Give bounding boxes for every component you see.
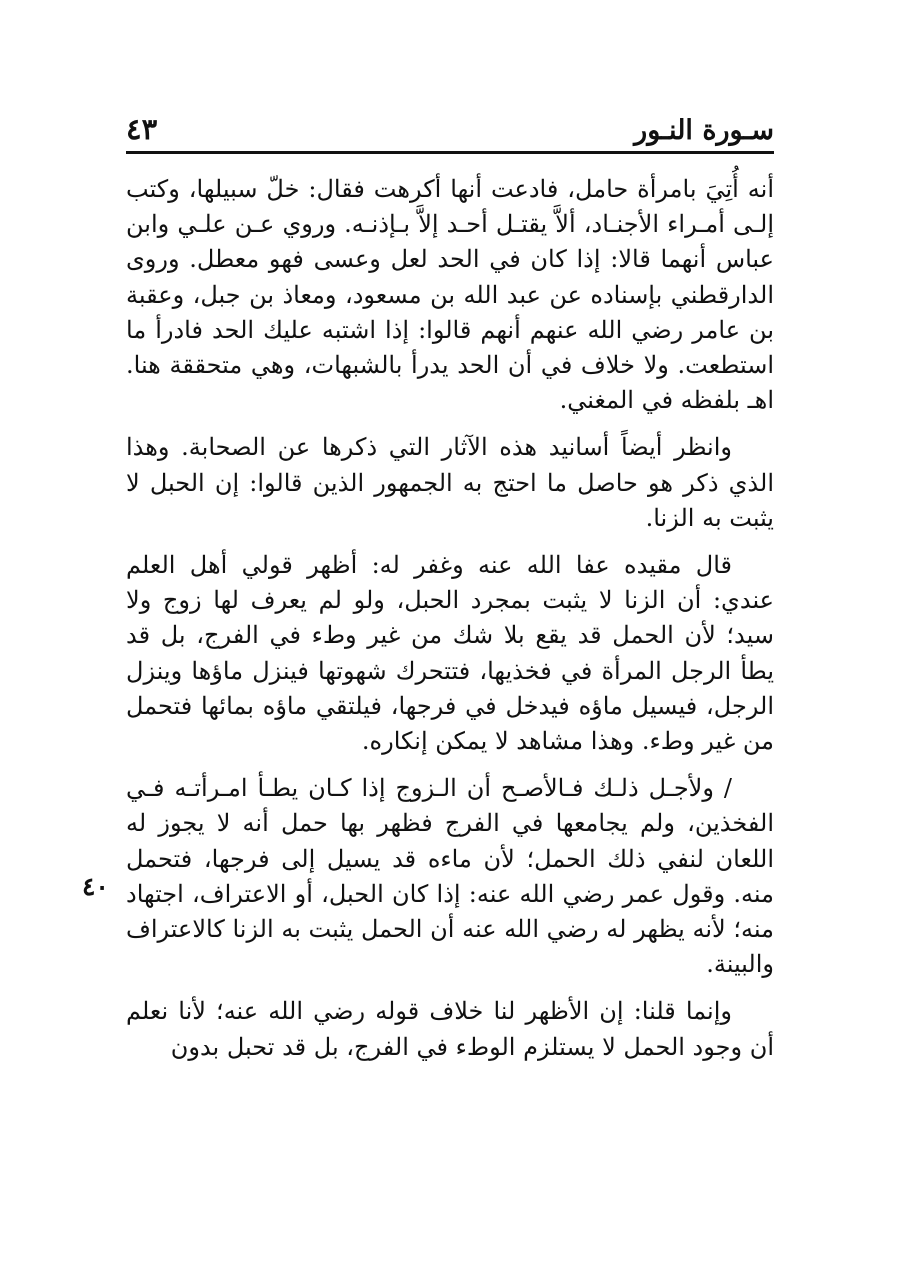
paragraph-2: وانظر أيضاً أسانيد هذه الآثار التي ذكرها عن الصحابة. وهذا الذي ذكر هو حاصل ما احتج به الجمهور الذين قالوا: إن الحبل لا يثبت به الزنا. xyxy=(126,433,774,532)
running-header xyxy=(126,112,774,152)
surah-title: سـورة النـور xyxy=(634,115,774,146)
paragraph-1: أنه أُتِيَ بامرأة حامل، فادعت أنها أكرهت فقال: خلّ سبيلها، وكتب إلـى أمـراء الأجنـاد، ألاَّ يقتـل أحـد إلاَّ بـإذنـه. وروي عـن علـي وابن عباس أنهما قالا: إذا كان في الحد لعل وعسى فهو معطل. وروى الدارقطني بإسناده عن عبد الله بن مسعود، ومعاذ بن جبل، وعقبة بن عامر رضي الله عنهم أنهم قالوا: إذا اشتبه عليك الحد فادرأ ما استطعت. ولا خلاف في أن الحد يدرأ بالشبهات، وهي متحققة هنا. اهـ بلفظه في المغني. xyxy=(126,175,775,415)
paragraph-5: وإنما قلنا: إن الأظهر لنا خلاف قوله رضي الله عنه؛ لأنا نعلم أن وجود الحمل لا يستلزم الوطء في الفرج، بل قد تحبل بدون xyxy=(126,997,774,1061)
body-text xyxy=(126,172,774,1077)
paragraph-3: قال مقيده عفا الله عنه وغفر له: أظهر قولي أهل العلم عندي: أن الزنا لا يثبت بمجرد الحبل، ولو لم يعرف لها زوج ولا سيد؛ لأن الحمل قد يقع بلا شك من غير وطء في الفرج، بل قد يطأ الرجل المرأة في فخذيها، فتتحرك شهوتها فينزل ماؤها وينزل الرجل، فيسيل ماؤه فيدخل في فرجها، فيلتقي ماؤه بمائها فتحمل من غير وطء. وهذا مشاهد لا يمكن إنكاره. xyxy=(126,551,774,756)
paragraph-4: / ولأجـل ذلـك فـالأصـح أن الـزوج إذا كـان يطـأ امـرأتـه فـي الفخذين، ولم يجامعها في الفرج فظهر بها حمل أنه لا يجوز له اللعان لنفي ذلك الحمل؛ لأن ماءه قد يسيل إلى فرجها، فتحمل منه. وقول عمر رضي الله عنه: إذا كان الحبل، أو الاعتراف، اجتهاد منه؛ لأنه يظهر له رضي الله عنه أن الحمل يثبت به الزنا كالاعتراف والبينة. xyxy=(126,774,775,979)
header-rule xyxy=(126,151,774,154)
margin-page-reference: ٤٠ xyxy=(82,872,109,901)
page-number: ٤٣ xyxy=(126,112,158,146)
